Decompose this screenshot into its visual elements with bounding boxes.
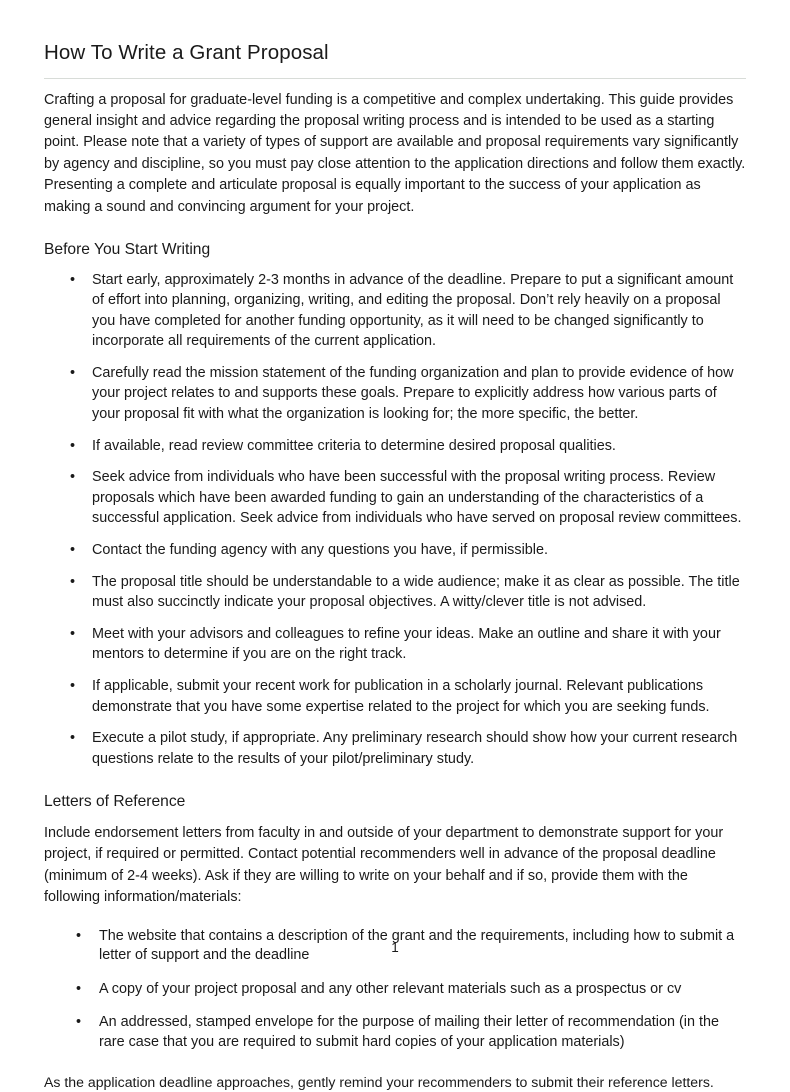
bullet-icon: • — [76, 980, 82, 997]
list-item-text: Execute a pilot study, if appropriate. Any preliminary research should show how your current research questions relate to the results of your pilot/preliminary study. — [92, 730, 738, 767]
document-content — [44, 0, 746, 1092]
bullet-icon: • — [70, 730, 76, 747]
list-item-text: Meet with your advisors and colleagues to refine your ideas. Make an outline and share it with your mentors to determine if you are on the right track. — [92, 625, 721, 663]
intro-paragraph: Crafting a proposal for graduate-level funding is a competitive and complex undertaking. This guide provides general insight and advice regarding the proposal writing process and is intended to be used as a starting point. Please note that a variety of types of support are available and proposal requirements vary significantly by agency and discipline, so you must pay close attention to the application directions and follow them exactly. Presenting a complete and articulate proposal is equally important to the success of your application as making a sound and convincing argument for your project. — [44, 91, 746, 215]
bullet-icon: • — [70, 573, 76, 590]
section-heading-letters-of-reference: Letters of Reference — [44, 793, 186, 811]
bullet-icon: • — [70, 271, 76, 288]
bullet-icon: • — [70, 625, 76, 642]
bullet-icon: • — [70, 437, 76, 454]
title-divider — [44, 78, 746, 79]
list-item-text: The proposal title should be understandable to a wide audience; make it as clear as possible. The title must also succinctly indicate your proposal objectives. A witty/clever title is not advised. — [92, 573, 740, 611]
list-item-text: If available, read review committee criteria to determine desired proposal qualities. — [92, 437, 616, 454]
bullet-icon: • — [70, 364, 76, 381]
list-item — [44, 728, 746, 769]
list-item — [44, 980, 746, 1000]
list-item-text: If applicable, submit your recent work for publication in a scholarly journal. Relevant publications demonstrate that you have some expertise related to the project for which you are seeking funds. — [92, 678, 710, 715]
list-item-text: Start early, approximately 2-3 months in advance of the deadline. Prepare to put a significant amount of effort into planning, organizing, writing, and editing the proposal. Don’t rely heavily on a proposal you have completed for another funding opportunity, as it will need to be changed significantly to incorporate all requirements of the current application. — [92, 271, 734, 350]
bullet-list-before-you-start-writing — [44, 270, 746, 770]
bullet-icon: • — [70, 542, 76, 559]
page-title: How To Write a Grant Proposal — [44, 41, 329, 64]
closing-paragraph: As the application deadline approaches, gently remind your recommenders to submit their reference letters. — [44, 1074, 714, 1091]
list-item — [44, 572, 746, 613]
list-item — [44, 270, 746, 352]
letters-of-reference-paragraph: Include endorsement letters from faculty in and outside of your department to demonstrate support for your project, if required or permitted. Contact potential recommenders well in advance of the proposal deadline (minimum of 2-4 weeks). Ask if they are willing to write on your behalf and if so, provide them with the following information/materials: — [44, 824, 724, 906]
list-item-text: The website that contains a description of the grant and the requirements, including how to submit a letter of support and the deadline — [99, 927, 735, 964]
bullet-icon: • — [70, 678, 76, 695]
list-item — [44, 363, 746, 425]
list-item — [44, 1013, 746, 1052]
page-number: 1 — [391, 940, 399, 955]
list-item-text: Seek advice from individuals who have been successful with the proposal writing process. Review proposals which have been awarded funding to gain an understanding of the characteristics of a successful application. Seek advice from individuals who have served on proposal review committees. — [92, 469, 742, 527]
bullet-icon: • — [76, 927, 82, 944]
list-item — [44, 467, 746, 529]
list-item — [44, 436, 746, 457]
list-item — [44, 676, 746, 717]
list-item — [44, 624, 746, 665]
section-heading-before-you-start-writing: Before You Start Writing — [44, 241, 211, 259]
bullet-icon: • — [70, 469, 76, 486]
list-item-text: A copy of your project proposal and any other relevant materials such as a prospectus or cv — [99, 980, 682, 997]
bullet-icon: • — [76, 1014, 82, 1031]
list-item — [44, 540, 746, 561]
list-item-text: Carefully read the mission statement of the funding organization and plan to provide evidence of how your project relates to and supports these goals. Prepare to explicitly address how various parts of your proposal fit with what the organization is looking for; the more specific, the better. — [92, 364, 734, 423]
list-item-text: Contact the funding agency with any questions you have, if permissible. — [92, 542, 548, 559]
list-item-text: An addressed, stamped envelope for the purpose of mailing their letter of recommendation (in the rare case that you are required to submit hard copies of your application materials) — [99, 1014, 719, 1050]
